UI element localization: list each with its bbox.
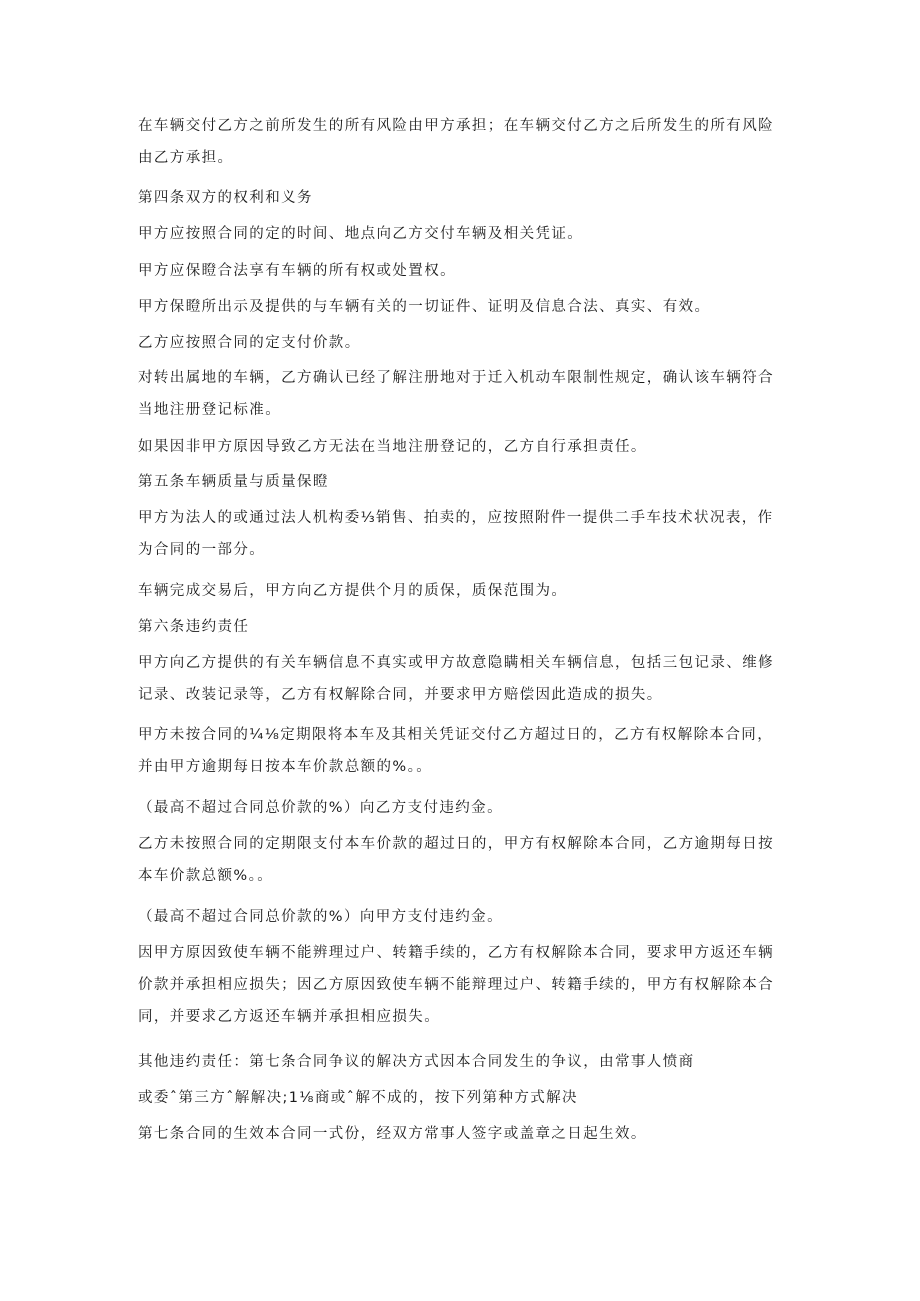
paragraph-effectiveness: 第七条合同的生效本合同一式份，经双方常事人签字或盖章之日起生效。 [138,1126,647,1142]
paragraph-b-late-payment: 乙方未按照合同的定期限支付本车价款的超过日的，甲方有权解除本合同，乙方逾期每日按本车价款总额%。。 [138,836,774,884]
paragraph-risk-transfer: 在车辆交付乙方之前所发生的所有风险由甲方承担；在车辆交付乙方之后所发生的所有风险由乙方承担。 [138,118,774,166]
paragraph-mediation: 或委ˆ第三方ˆ解解决;1⅛商或ˆ解不成的，按下列第种方式解决 [138,1090,578,1106]
heading-article-5: 第五条车辆质量与质量保瞪 [138,474,329,490]
paragraph-a-penalty-cap: （最高不超过合同总价款的%）向乙方支付违约金。 [138,800,503,816]
heading-article-6: 第六条违约责任 [138,619,250,635]
paragraph-a-late-delivery: 甲方未按合同的¼⅛定期限将本车及其相关凭证交付乙方超过日的，乙方有权解除本合同，并由甲方逾期每日按本车价款总额的%。。 [138,727,774,775]
paragraph-a-documents-valid: 甲方保瞪所出示及提供的与车辆有关的一切证件、证明及信息合法、真实、有效。 [138,299,711,315]
paragraph-technical-status: 甲方为法人的或通过法人机构委⅓销售、拍卖的，应按照附件一提供二手车技术状况表，作为合同的一部分。 [138,510,774,558]
paragraph-a-deliver-vehicle: 甲方应按照合同的定的时间、地点向乙方交付车辆及相关凭证。 [138,226,584,242]
paragraph-dispute-resolution: 其他违约责任：第七条合同争议的解决方式因本合同发生的争议，由常事人愤商 [138,1054,695,1070]
paragraph-b-pay-price: 乙方应按照合同的定支付价款。 [138,335,361,351]
paragraph-b-registration-rules: 对转出属地的车辆，乙方确认已经了解注册地对于迁入机动车限制性规定，确认该车辆符合当地注册登记标准。 [138,370,774,418]
heading-article-4: 第四条双方的权利和义务 [138,190,313,206]
paragraph-b-self-liability: 如果因非甲方原因导致乙方无法在当地注册登记的，乙方自行承担责任。 [138,439,647,455]
paragraph-false-info: 甲方向乙方提供的有关车辆信息不真实或甲方故意隐瞒相关车辆信息，包括三包记录、维修记录、改装记录等，乙方有权解除合同，并要求甲方赔偿因此造成的损失。 [138,655,774,703]
paragraph-warranty: 车辆完成交易后，甲方向乙方提供个月的质保，质保范围为。 [138,583,568,599]
paragraph-transfer-failure: 因甲方原因致使车辆不能辨理过户、转籍手续的，乙方有权解除本合同，要求甲方返还车辆价款并承担相应损失；因乙方原因致使车辆不能辩理过户、转籍手续的，甲方有权解除本合同，并要求乙方返还车辆并承担相应损失。 [138,945,774,1025]
paragraph-a-ownership: 甲方应保瞪合法享有车辆的所有权或处置权。 [138,263,456,279]
paragraph-b-penalty-cap: （最高不超过合同总价款的%）向甲方支付违约金。 [138,909,503,925]
